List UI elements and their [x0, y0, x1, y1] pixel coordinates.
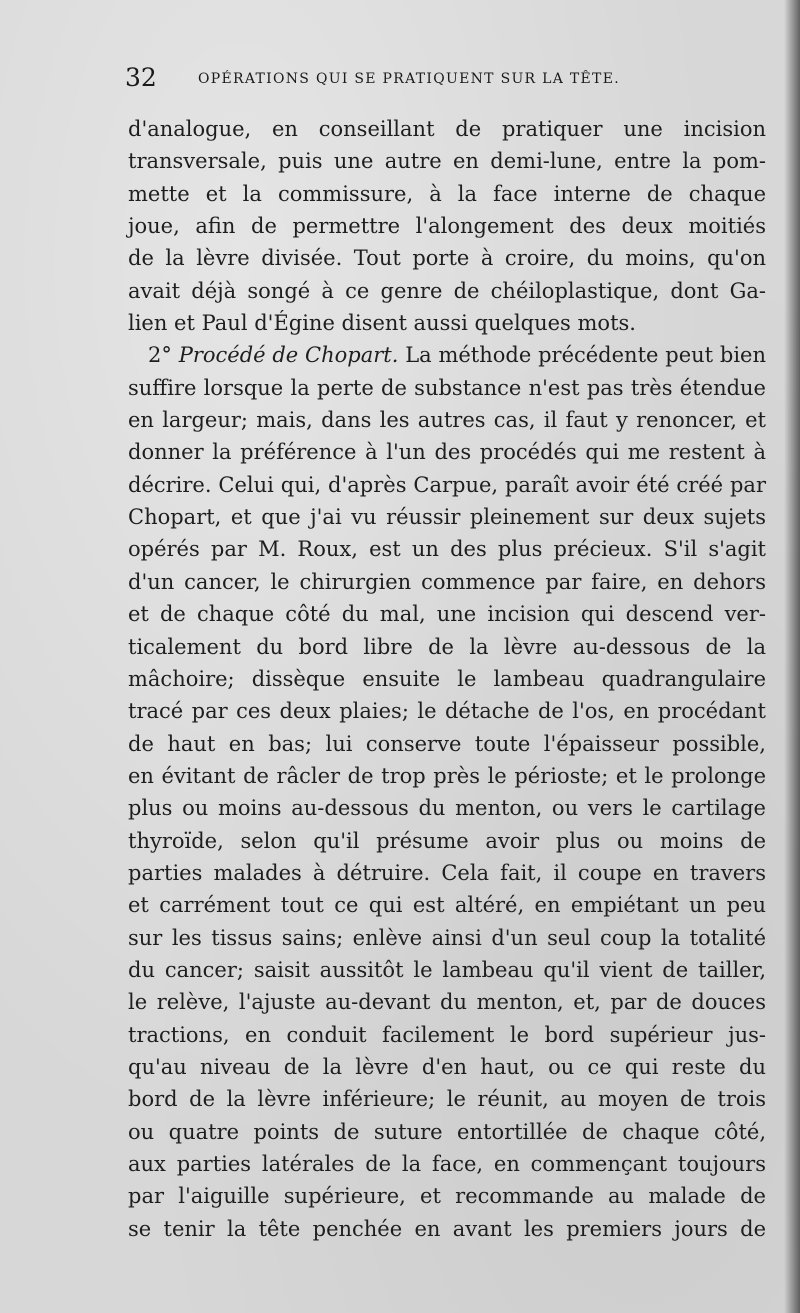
text-line: d'analogue, en conseillant de pratiquer une incision [128, 117, 766, 141]
text-line: d'un cancer, le chirurgien commence par faire, en dehors [128, 569, 766, 594]
text-line: thyroïde, selon qu'il présume avoir plus ou moins de [128, 828, 766, 853]
text-line: du cancer; saisit aussitôt le lambeau qu'il vient de tailler, [128, 957, 766, 982]
body-text [128, 113, 766, 1245]
text-line: avait déjà songé à ce genre de chéiloplastique, dont Ga- [128, 278, 766, 303]
procedure-title: Procédé de Chopart. [178, 343, 399, 368]
text-line: Chopart, et que j'ai vu réussir pleinement sur deux sujets [128, 505, 766, 530]
text-line: ticalement du bord libre de la lèvre au-dessous de la [128, 634, 766, 659]
text-line: tractions, en conduit facilement le bord supérieur jus- [128, 1022, 766, 1047]
text-line: le relève, l'ajuste au-devant du menton, et, par de douces [128, 990, 766, 1015]
text-line: et de chaque côté du mal, une incision qui descend ver- [128, 602, 766, 627]
text-line: parties malades à détruire. Cela fait, il coupe en travers [128, 860, 766, 885]
text-line: par l'aiguille supérieure, et recommande au malade de [128, 1184, 766, 1209]
text-line: en largeur; mais, dans les autres cas, il faut y renoncer, et [128, 408, 766, 433]
text-line: suffire lorsque la perte de substance n'est pas très étendue [128, 375, 766, 400]
text-line: de haut en bas; lui conserve toute l'épaisseur possible, [128, 731, 766, 756]
text-line: en évitant de râcler de trop près le périoste; et le prolonge [128, 763, 766, 788]
text-line: de la lèvre divisée. Tout porte à croire, du moins, qu'on [128, 246, 766, 271]
text-line: décrire. Celui qui, d'après Carpue, paraît avoir été créé par [128, 472, 766, 497]
text-line: transversale, puis une autre en demi-lune, entre la pom- [128, 149, 766, 174]
text-line: aux parties latérales de la face, en commençant toujours [128, 1152, 766, 1176]
text-line: lien et Paul d'Égine disent aussi quelques mots. [128, 311, 636, 336]
paragraph-2-opening: La méthode précédente peut bien [405, 343, 766, 368]
paragraph-2-first-line [128, 339, 766, 371]
running-head: OPÉRATIONS QUI SE PRATIQUENT SUR LA TÊTE. [198, 71, 620, 87]
text-line: mâchoire; dissèque ensuite le lambeau quadrangulaire [128, 666, 766, 691]
text-line: opérés par M. Roux, est un des plus précieux. S'il s'agit [128, 537, 766, 562]
text-line: bord de la lèvre inférieure; le réunit, au moyen de trois [128, 1087, 766, 1112]
text-line: et carrément tout ce qui est altéré, en empiétant un peu [128, 893, 766, 918]
text-line: se tenir la tête penchée en avant les premiers jours de [128, 1216, 766, 1241]
text-line: sur les tissus sains; enlève ainsi d'un seul coup la totalité [128, 925, 766, 950]
paragraph-number: 2° [148, 343, 172, 368]
text-line: ou quatre points de suture entortillée de chaque côté, [128, 1119, 766, 1144]
text-line: plus ou moins au-dessous du menton, ou vers le cartilage [128, 796, 766, 821]
text-line: joue, afin de permettre l'alongement des deux moitiés [128, 214, 766, 239]
page-header [125, 60, 765, 100]
text-line: mette et la commissure, à la face interne de chaque [128, 181, 766, 206]
text-line: qu'au niveau de la lèvre d'en haut, ou ce qui reste du [128, 1054, 766, 1079]
text-line: donner la préférence à l'un des procédés qui me restent à [128, 440, 766, 465]
page-edge-shadow [784, 0, 800, 1313]
text-line: tracé par ces deux plaies; le détache de l'os, en procédant [128, 699, 766, 724]
page-number: 32 [125, 63, 157, 92]
